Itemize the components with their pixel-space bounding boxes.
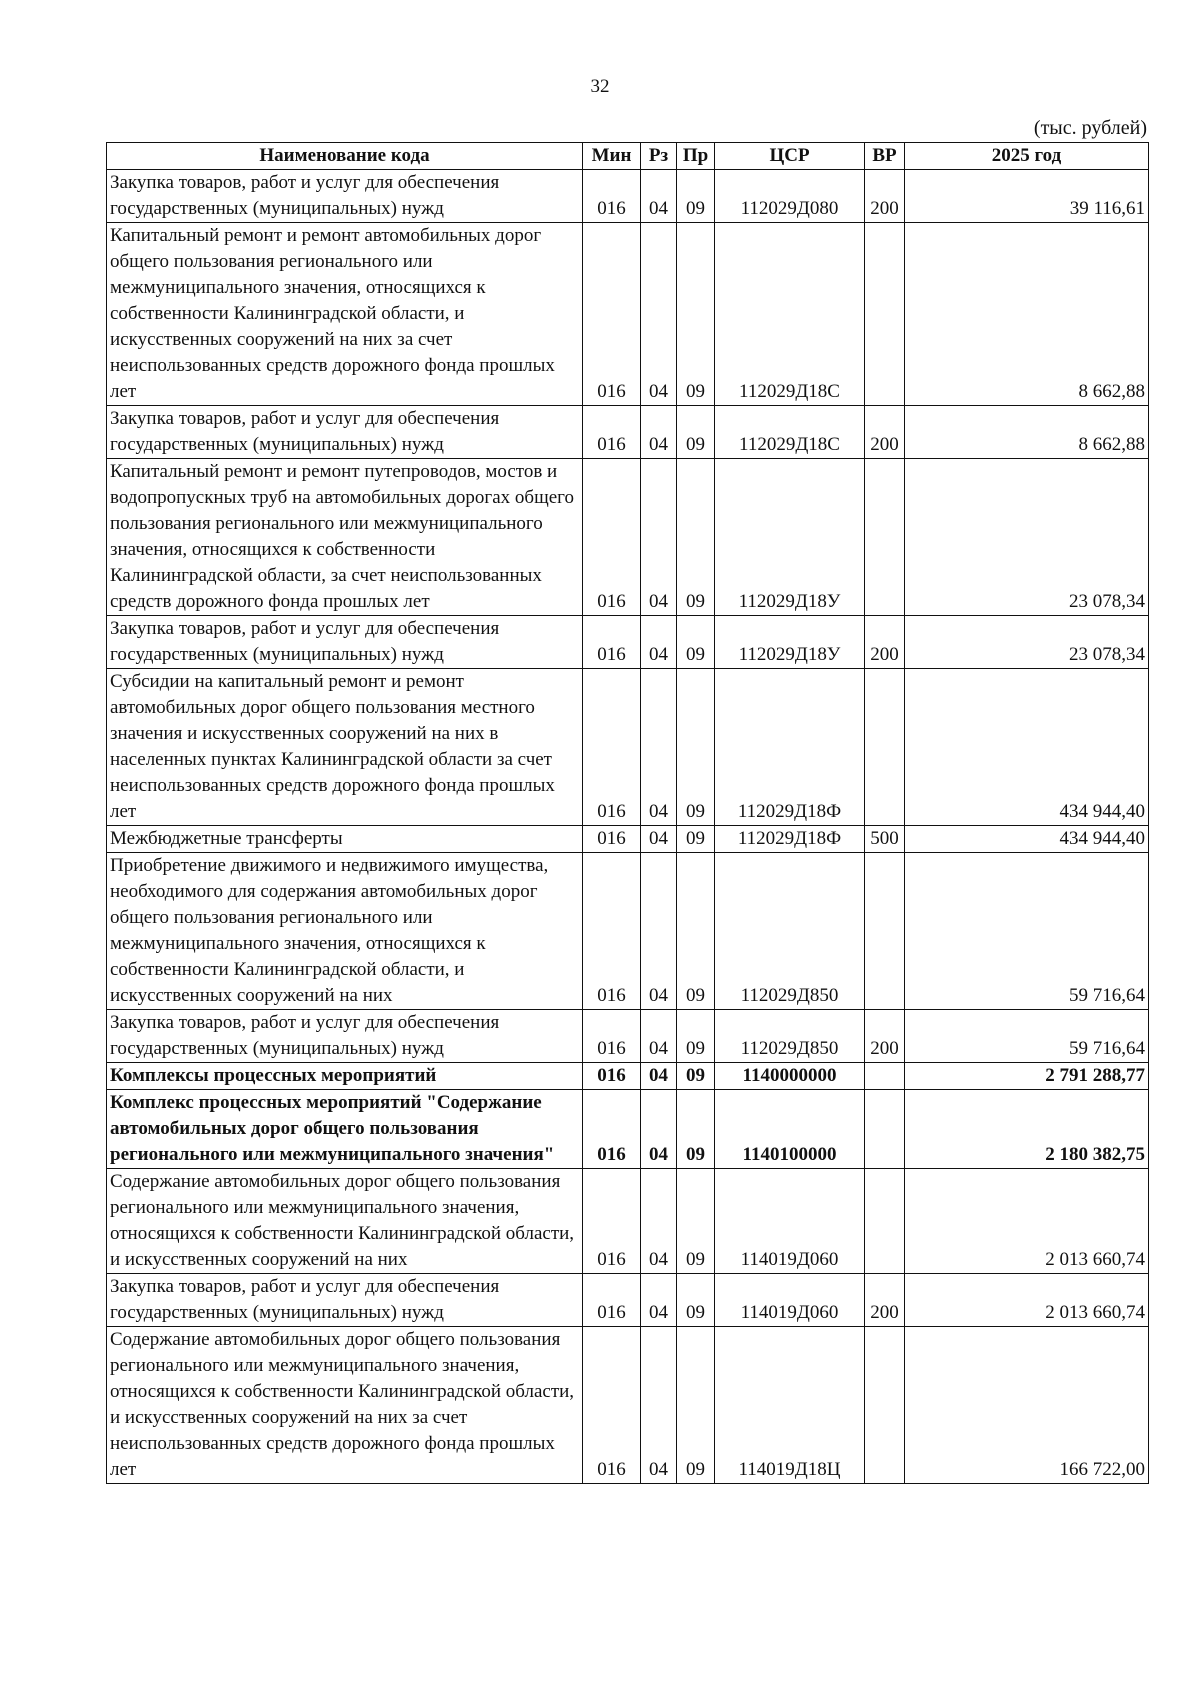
table-row [107, 1090, 1149, 1169]
cell-vr: 200 [865, 1010, 905, 1063]
cell-pr: 09 [677, 1169, 715, 1274]
cell-vr [865, 669, 905, 826]
cell-name: Закупка товаров, работ и услуг для обеспечения государственных (муниципальных) нужд [107, 1010, 583, 1063]
cell-min: 016 [583, 826, 641, 853]
table-row [107, 1010, 1149, 1063]
cell-name: Межбюджетные трансферты [107, 826, 583, 853]
cell-csr: 112029Д080 [715, 170, 865, 223]
header-rz: Рз [641, 143, 677, 170]
cell-pr: 09 [677, 1010, 715, 1063]
cell-pr: 09 [677, 826, 715, 853]
table-header-row [107, 143, 1149, 170]
table-row [107, 616, 1149, 669]
cell-csr: 112029Д18Ф [715, 669, 865, 826]
table-row [107, 669, 1149, 826]
cell-csr: 112029Д18Ф [715, 826, 865, 853]
cell-name: Закупка товаров, работ и услуг для обеспечения государственных (муниципальных) нужд [107, 1274, 583, 1327]
cell-rz: 04 [641, 616, 677, 669]
cell-amount: 23 078,34 [905, 459, 1149, 616]
header-min: Мин [583, 143, 641, 170]
cell-min: 016 [583, 1169, 641, 1274]
cell-amount: 59 716,64 [905, 853, 1149, 1010]
cell-pr: 09 [677, 853, 715, 1010]
cell-min: 016 [583, 406, 641, 459]
cell-vr: 200 [865, 616, 905, 669]
cell-csr: 112029Д850 [715, 1010, 865, 1063]
cell-min: 016 [583, 1010, 641, 1063]
cell-csr: 114019Д060 [715, 1274, 865, 1327]
cell-amount: 8 662,88 [905, 223, 1149, 406]
cell-csr: 112029Д18У [715, 459, 865, 616]
cell-amount: 8 662,88 [905, 406, 1149, 459]
cell-vr [865, 853, 905, 1010]
cell-amount: 2 013 660,74 [905, 1169, 1149, 1274]
cell-min: 016 [583, 459, 641, 616]
table-row [107, 1063, 1149, 1090]
cell-amount: 166 722,00 [905, 1327, 1149, 1484]
cell-csr: 1140000000 [715, 1063, 865, 1090]
cell-name: Капитальный ремонт и ремонт автомобильных дорог общего пользования регионального или межмуниципального значения, относящихся к собственности Калининградской области, и искусственных сооружений на них за счет неиспользованных средств дорожного фонда прошлых лет [107, 223, 583, 406]
header-vr: ВР [865, 143, 905, 170]
table-row [107, 1274, 1149, 1327]
cell-pr: 09 [677, 406, 715, 459]
cell-amount: 434 944,40 [905, 669, 1149, 826]
cell-name: Комплексы процессных мероприятий [107, 1063, 583, 1090]
cell-rz: 04 [641, 459, 677, 616]
header-name: Наименование кода [107, 143, 583, 170]
header-csr: ЦСР [715, 143, 865, 170]
cell-vr [865, 459, 905, 616]
cell-pr: 09 [677, 1327, 715, 1484]
cell-name: Содержание автомобильных дорог общего пользования регионального или межмуниципального значения, относящихся к собственности Калининградской области, и искусственных сооружений на них [107, 1169, 583, 1274]
cell-pr: 09 [677, 1274, 715, 1327]
cell-csr: 112029Д850 [715, 853, 865, 1010]
cell-vr: 500 [865, 826, 905, 853]
header-pr: Пр [677, 143, 715, 170]
cell-vr [865, 1063, 905, 1090]
table-row [107, 459, 1149, 616]
cell-rz: 04 [641, 1010, 677, 1063]
cell-amount: 23 078,34 [905, 616, 1149, 669]
cell-min: 016 [583, 1090, 641, 1169]
cell-rz: 04 [641, 669, 677, 826]
cell-amount: 2 791 288,77 [905, 1063, 1149, 1090]
cell-pr: 09 [677, 1063, 715, 1090]
cell-vr: 200 [865, 406, 905, 459]
cell-min: 016 [583, 616, 641, 669]
cell-name: Закупка товаров, работ и услуг для обеспечения государственных (муниципальных) нужд [107, 170, 583, 223]
table-row [107, 826, 1149, 853]
table-row [107, 1169, 1149, 1274]
cell-min: 016 [583, 1063, 641, 1090]
cell-pr: 09 [677, 170, 715, 223]
cell-name: Закупка товаров, работ и услуг для обеспечения государственных (муниципальных) нужд [107, 406, 583, 459]
units-note: (тыс. рублей) [1033, 117, 1147, 139]
table-row [107, 1327, 1149, 1484]
cell-min: 016 [583, 1274, 641, 1327]
cell-name: Содержание автомобильных дорог общего пользования регионального или межмуниципального значения, относящихся к собственности Калининградской области, и искусственных сооружений на них за счет неиспользованных средств дорожного фонда прошлых лет [107, 1327, 583, 1484]
table-row [107, 406, 1149, 459]
budget-table [106, 142, 1149, 1484]
cell-rz: 04 [641, 1274, 677, 1327]
cell-rz: 04 [641, 223, 677, 406]
cell-min: 016 [583, 853, 641, 1010]
cell-vr: 200 [865, 1274, 905, 1327]
cell-rz: 04 [641, 1090, 677, 1169]
cell-rz: 04 [641, 1169, 677, 1274]
cell-min: 016 [583, 669, 641, 826]
cell-pr: 09 [677, 1090, 715, 1169]
cell-vr: 200 [865, 170, 905, 223]
cell-rz: 04 [641, 853, 677, 1010]
cell-pr: 09 [677, 669, 715, 826]
table-row [107, 223, 1149, 406]
table-row [107, 170, 1149, 223]
cell-csr: 114019Д18Ц [715, 1327, 865, 1484]
cell-vr [865, 1327, 905, 1484]
cell-rz: 04 [641, 406, 677, 459]
cell-vr [865, 1090, 905, 1169]
cell-min: 016 [583, 223, 641, 406]
cell-rz: 04 [641, 826, 677, 853]
cell-csr: 1140100000 [715, 1090, 865, 1169]
cell-amount: 2 180 382,75 [905, 1090, 1149, 1169]
cell-pr: 09 [677, 616, 715, 669]
cell-csr: 112029Д18У [715, 616, 865, 669]
cell-name: Приобретение движимого и недвижимого имущества, необходимого для содержания автомобильных дорог общего пользования регионального или межмуниципального значения, относящихся к собственности Калининградской области, и искусственных сооружений на них [107, 853, 583, 1010]
header-year: 2025 год [905, 143, 1149, 170]
cell-name: Капитальный ремонт и ремонт путепроводов, мостов и водопропускных труб на автомобильных дорогах общего пользования регионального или межмуниципального значения, относящихся к собственности Калининградской области, за счет неиспользованных средств дорожного фонда прошлых лет [107, 459, 583, 616]
cell-rz: 04 [641, 1327, 677, 1484]
cell-csr: 114019Д060 [715, 1169, 865, 1274]
cell-name: Комплекс процессных мероприятий "Содержание автомобильных дорог общего пользования регионального или межмуниципального значения" [107, 1090, 583, 1169]
cell-name: Закупка товаров, работ и услуг для обеспечения государственных (муниципальных) нужд [107, 616, 583, 669]
cell-amount: 434 944,40 [905, 826, 1149, 853]
cell-min: 016 [583, 1327, 641, 1484]
cell-pr: 09 [677, 223, 715, 406]
cell-amount: 2 013 660,74 [905, 1274, 1149, 1327]
cell-vr [865, 1169, 905, 1274]
table-body [107, 170, 1149, 1484]
cell-min: 016 [583, 170, 641, 223]
cell-csr: 112029Д18С [715, 223, 865, 406]
cell-rz: 04 [641, 1063, 677, 1090]
cell-pr: 09 [677, 459, 715, 616]
table-row [107, 853, 1149, 1010]
cell-amount: 59 716,64 [905, 1010, 1149, 1063]
cell-amount: 39 116,61 [905, 170, 1149, 223]
cell-vr [865, 223, 905, 406]
cell-name: Субсидии на капитальный ремонт и ремонт автомобильных дорог общего пользования местного значения и искусственных сооружений на них в населенных пунктах Калининградской области за счет неиспользованных средств дорожного фонда прошлых лет [107, 669, 583, 826]
cell-csr: 112029Д18С [715, 406, 865, 459]
page-number: 32 [590, 76, 610, 97]
cell-rz: 04 [641, 170, 677, 223]
